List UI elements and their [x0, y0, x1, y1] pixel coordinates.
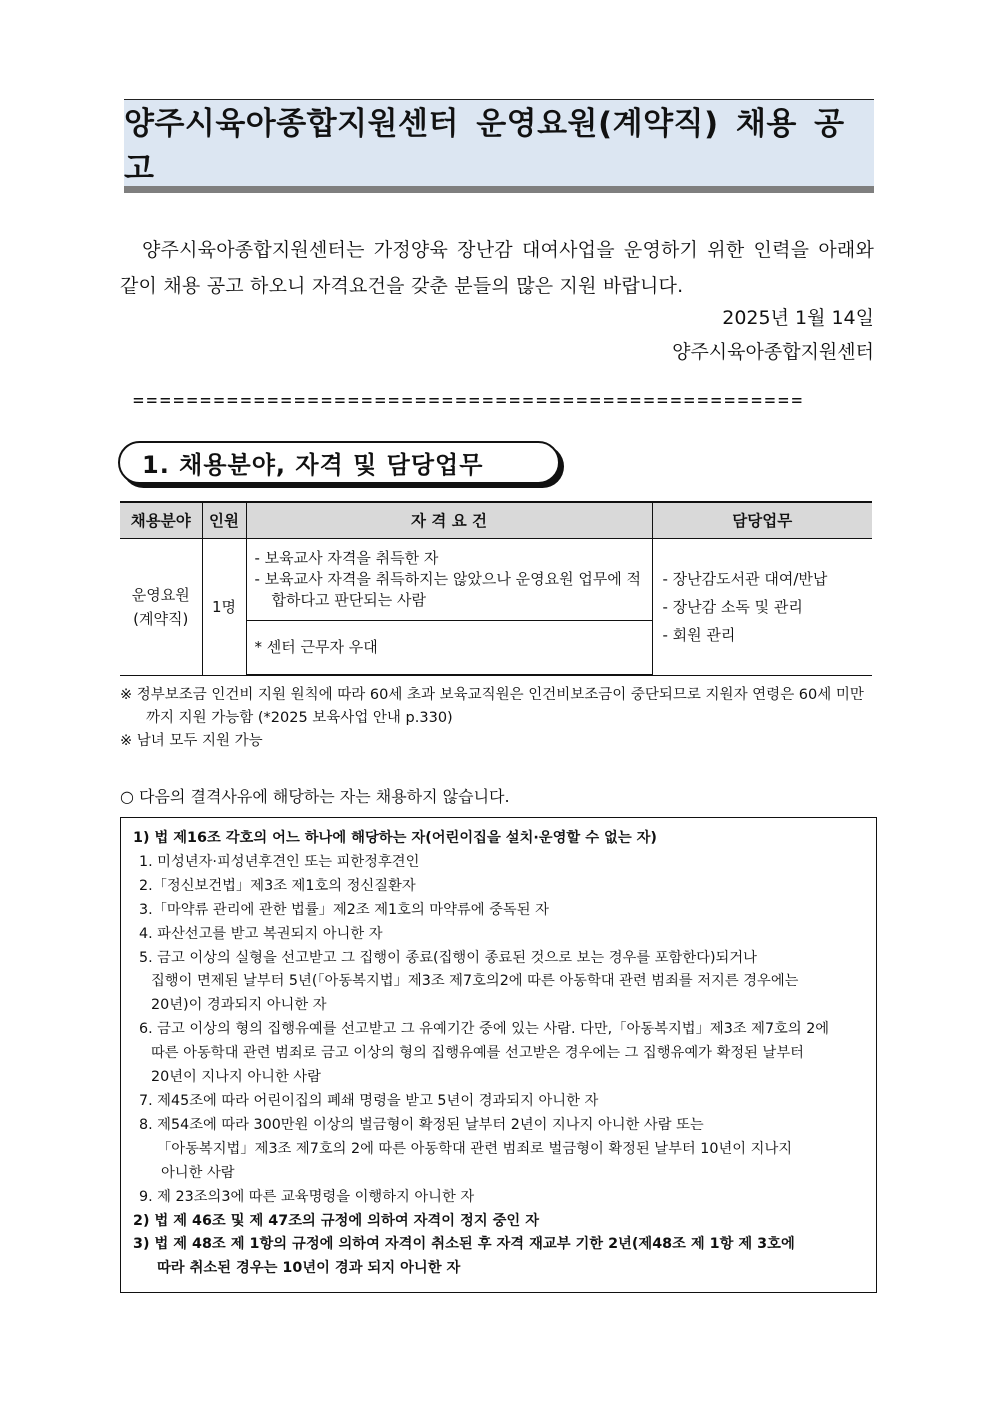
intro-paragraph: [120, 232, 874, 304]
disq-item: 4. 파산선고를 받고 복권되지 아니한 자: [139, 925, 383, 942]
table-header-row: [120, 502, 872, 538]
duty-item: - 장난감 소독 및 관리: [662, 597, 803, 616]
header-duties: 담당업무: [652, 502, 872, 538]
disq-heading-continued: 따라 취소된 경우는 10년이 경과 되지 아니한 자: [157, 1260, 461, 1277]
note-item: ※ 남녀 모두 지원 가능: [120, 733, 263, 749]
disq-item-continued: 「아동복지법」제3조 제7호의 2에 따른 아동학대 관련 범죄로 벌금형이 확정된 날부터 10년이 지나지: [157, 1140, 793, 1157]
field-name: 운영요원: [131, 585, 190, 604]
disq-item: 5. 금고 이상의 실형을 선고받고 그 집행이 종료(집행이 종료된 것으로 보는 경우를 포함한다)되거나: [139, 949, 757, 966]
organization-name: 양주시육아종합지원센터: [672, 341, 874, 363]
qualification-item: - 보육교사 자격을 취득한 자: [254, 548, 439, 567]
intro-text: 양주시육아종합지원센터는 가정양육 장난감 대여사업을 운영하기 위한 인력을 아래와 같이 채용 공고 하오니 자격요건을 갖춘 분들의 많은 지원 바랍니다.: [120, 239, 874, 297]
duty-item: - 회원 관리: [662, 625, 736, 644]
table-row: [120, 538, 872, 620]
disq-item-continued: 따른 아동학대 관련 범죄로 금고 이상의 형의 집행유예를 선고받은 경우에는 그 집행유예가 확정된 날부터: [151, 1045, 804, 1062]
disq-item: 3.「마약류 관리에 관한 법률」제2조 제1호의 마약류에 중독된 자: [139, 901, 549, 918]
disqualification-box: [120, 817, 877, 1293]
notice-date: 2025년 1월 14일: [722, 307, 874, 329]
disq-item-continued: 집행이 면제된 날부터 5년(「아동복지법」제3조 제7호의2에 따른 아동학대 관련 범죄를 저지른 경우에는: [151, 973, 799, 990]
disq-item: 1. 미성년자·피성년후견인 또는 피한정후견인: [139, 853, 420, 870]
disq-item: 9. 제 23조의3에 따른 교육명령을 이행하지 아니한 자: [139, 1188, 475, 1205]
page-title: 양주시육아종합지원센터 운영요원(계약직) 채용 공고: [124, 106, 845, 187]
disqualification-intro: ○ 다음의 결격사유에 해당하는 자는 채용하지 않습니다.: [120, 787, 510, 806]
disq-heading: 1) 법 제16조 각호의 어느 하나에 해당하는 자(어린이집을 설치·운영할 수 없는 자): [133, 830, 657, 846]
preference-cell: * 센터 근무자 우대: [246, 620, 652, 675]
disq-item: 6. 금고 이상의 형의 집행유예를 선고받고 그 유예기간 중에 있는 사람. 다만,「아동복지법」제3조 제7호의 2에: [139, 1021, 830, 1038]
disq-item-continued: 20년)이 경과되지 아니한 자: [151, 997, 327, 1014]
section-title: 1. 채용분야, 자격 및 담당업무: [142, 451, 484, 479]
section-heading: [118, 441, 560, 484]
disq-item-continued: 아니한 사람: [161, 1164, 235, 1181]
separator-line: ==================================================: [133, 390, 805, 411]
field-cell: [120, 538, 202, 675]
recruitment-table: [120, 501, 872, 676]
notes: [120, 684, 874, 753]
count-cell: 1명: [202, 538, 246, 675]
note-item: ※ 정부보조금 인건비 지원 원칙에 따라 60세 초과 보육교직원은 인건비보조금이 중단되므로 지원자 연령은 60세 미만까지 지원 가능함 (*2025 보육사업 안내 p.330): [120, 687, 864, 726]
disq-item: 8. 제54조에 따라 300만원 이상의 벌금형이 확정된 날부터 2년이 지나지 아니한 사람 또는: [139, 1116, 704, 1133]
title-box: [124, 99, 874, 193]
header-field: 채용분야: [120, 502, 202, 538]
duties-cell: [652, 538, 872, 675]
field-type: (계약직): [133, 609, 189, 628]
duty-item: - 장난감도서관 대여/반납: [662, 569, 828, 588]
qualification-item: - 보육교사 자격을 취득하지는 않았으나 운영요원 업무에 적합하다고 판단되는 사람: [254, 569, 642, 609]
disq-heading: 3) 법 제 48조 제 1항의 규정에 의하여 자격이 취소된 후 자격 재교부 기한 2년(제48조 제 1항 제 3호에: [133, 1236, 795, 1253]
header-count: 인원: [202, 502, 246, 538]
disq-heading: 2) 법 제 46조 및 제 47조의 규정에 의하여 자격이 정지 중인 자: [133, 1212, 540, 1229]
header-qualification: 자 격 요 건: [246, 502, 652, 538]
qualification-cell: [246, 538, 652, 620]
disq-item: 2.「정신보건법」제3조 제1호의 정신질환자: [139, 877, 416, 894]
disq-item: 7. 제45조에 따라 어린이집의 폐쇄 명령을 받고 5년이 경과되지 아니한 자: [139, 1092, 599, 1109]
disq-item-continued: 20년이 지나지 아니한 사람: [151, 1069, 321, 1086]
